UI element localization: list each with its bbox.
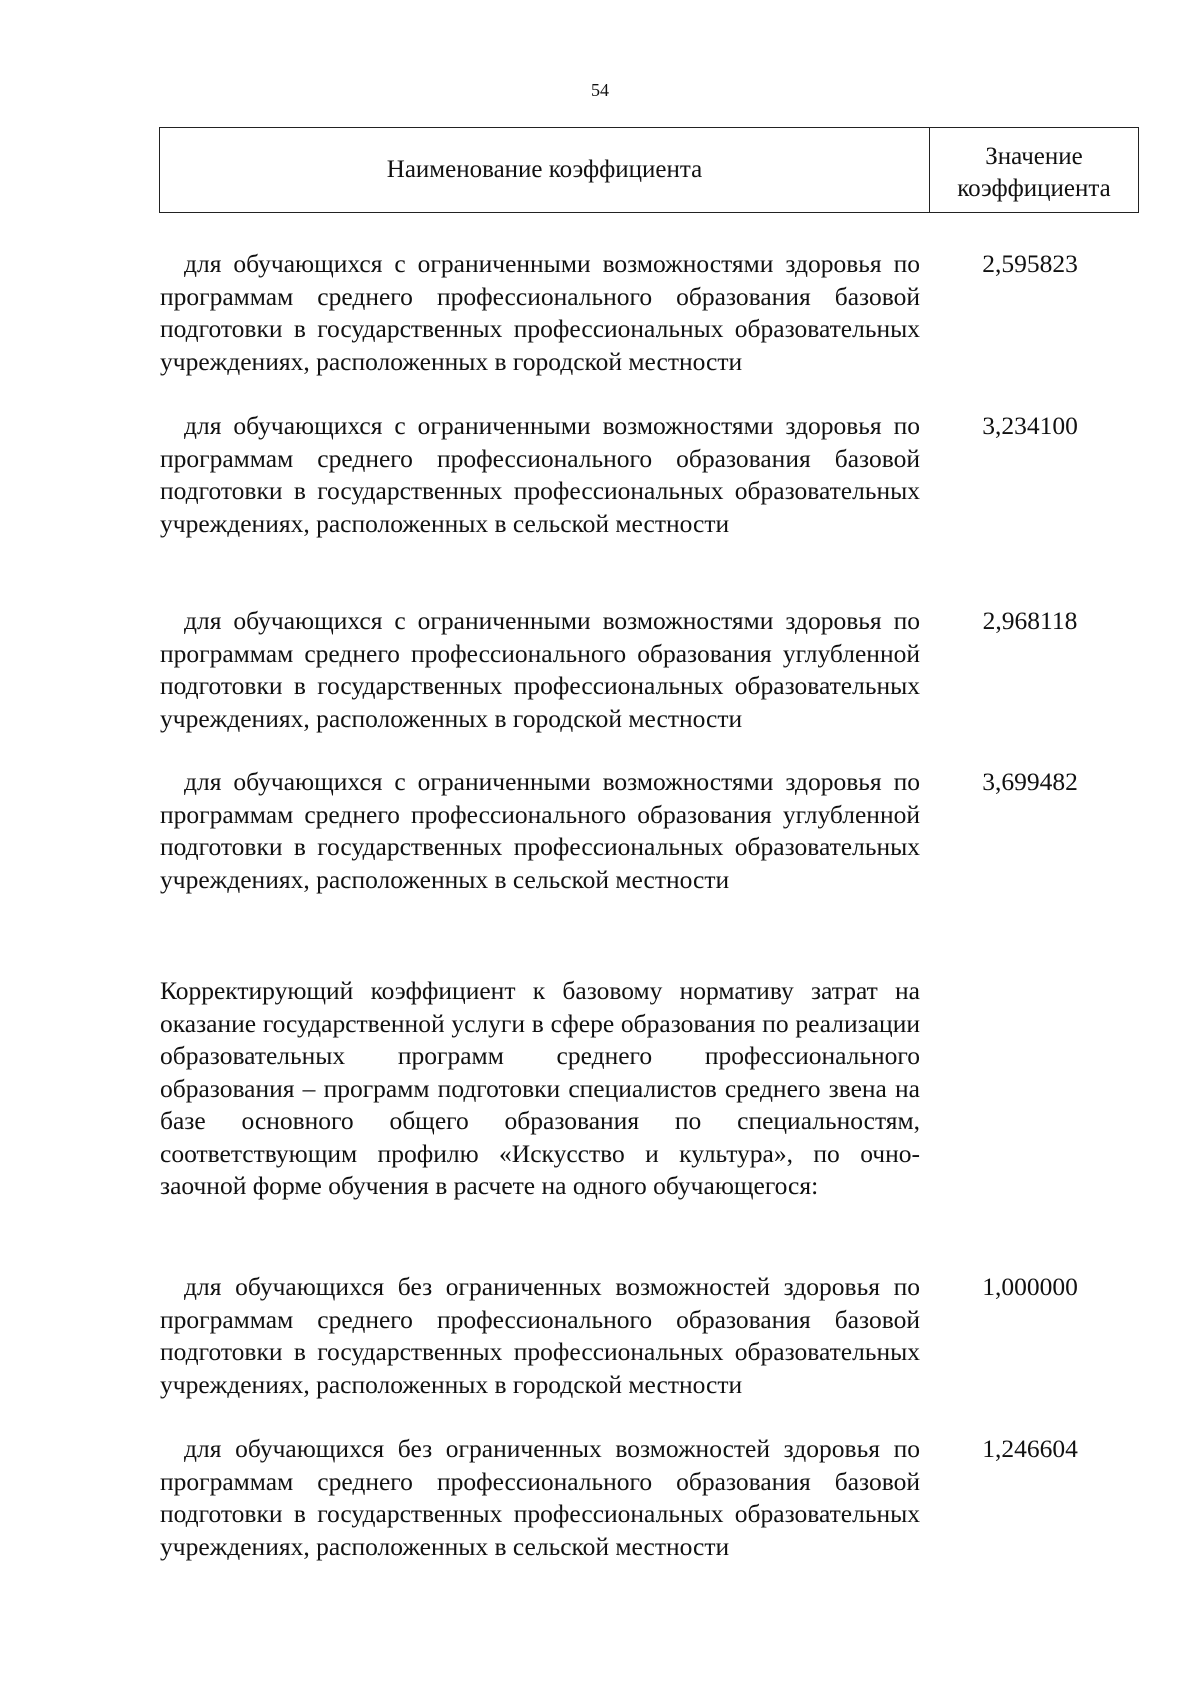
- table-header: [159, 127, 1139, 213]
- coefficient-value: 1,246604: [982, 1434, 1078, 1463]
- coefficient-description: для обучающихся с ограниченными возможностями здоровья по программам среднего профессионального образования углубленной подготовки в государственных профессиональных образовательных учреждениях, расположенных в сельской местности: [160, 767, 920, 894]
- header-value-column: [930, 141, 1138, 205]
- coefficient-value: 2,968118: [982, 606, 1078, 635]
- coefficient-value: 3,699482: [982, 767, 1078, 796]
- coefficient-value: 2,595823: [982, 249, 1078, 278]
- coefficient-description: для обучающихся с ограниченными возможностями здоровья по программам среднего профессионального образования базовой подготовки в государственных профессиональных образовательных учреждениях, расположенных в сельской местности: [160, 411, 920, 538]
- header-value-line1: Значение: [985, 143, 1083, 170]
- coefficient-description: для обучающихся с ограниченными возможностями здоровья по программам среднего профессионального образования углубленной подготовки в государственных профессиональных образовательных учреждениях, расположенных в городской местности: [160, 606, 920, 733]
- coefficient-value: 3,234100: [982, 411, 1078, 440]
- section-heading: Корректирующий коэффициент к базовому нормативу затрат на оказание государственной услуги в сфере образования по реализации образовательных программ среднего профессионального образования – программ подготовки специалистов среднего звена на базе основного общего образования по специальностям, соответствующим профилю «Искусство и культура», по очно-заочной форме обучения в расчете на одного обучающегося:: [160, 976, 920, 1200]
- coefficient-description: для обучающихся с ограниченными возможностями здоровья по программам среднего профессионального образования базовой подготовки в государственных профессиональных образовательных учреждениях, расположенных в городской местности: [160, 249, 920, 376]
- header-name-column: Наименование коэффициента: [386, 156, 703, 183]
- coefficient-description: для обучающихся без ограниченных возможностей здоровья по программам среднего профессионального образования базовой подготовки в государственных профессиональных образовательных учреждениях, расположенных в сельской местности: [160, 1434, 920, 1561]
- header-value-line2: коэффициента: [957, 175, 1111, 202]
- coefficient-value: 1,000000: [982, 1272, 1078, 1301]
- page-number: 54: [591, 80, 609, 100]
- coefficient-description: для обучающихся без ограниченных возможностей здоровья по программам среднего профессионального образования базовой подготовки в государственных профессиональных образовательных учреждениях, расположенных в городской местности: [160, 1272, 920, 1399]
